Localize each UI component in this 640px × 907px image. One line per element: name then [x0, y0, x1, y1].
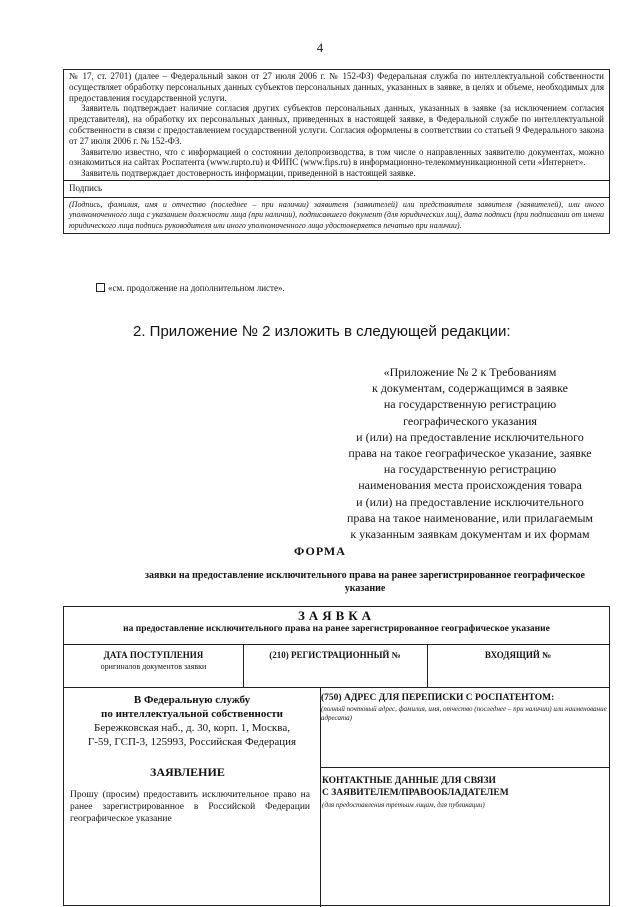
contacts-line-2: С ЗАЯВИТЕЛЕМ/ПРАВООБЛАДАТЕЛЕМ — [322, 788, 509, 798]
appendix-line: и (или) на предоставление исключительного — [356, 494, 584, 509]
consent-paragraph-4: Заявитель подтверждает достоверность информации, приведенной в настоящей заявке. — [81, 168, 416, 179]
recipient-line-2: по интеллектуальной собственности — [100, 708, 284, 720]
consent-table — [63, 69, 610, 234]
contacts-note: (для предоставления третьим лицам, для публикации) — [322, 801, 485, 809]
appendix-line: наименования места происхождения товара — [358, 478, 582, 493]
consent-text — [64, 70, 609, 180]
page-number: 4 — [316, 40, 324, 55]
contacts-line-1: КОНТАКТНЫЕ ДАННЫЕ ДЛЯ СВЯЗИ — [322, 776, 496, 786]
signature-note: (Подпись, фамилия, имя и отчество (последнее – при наличии) заявителя (заявителей) или представителя заявителя (заявителей), или иного уполномоченного лица с указанием должности лица (при наличии), подписавшего документ (для юридических лиц), дата подписи (при подписании от имени юридического лица подпись руководителя или иного уполномоченного лица удостоверяется печатью при наличии). — [64, 197, 609, 234]
amendment-heading: 2. Приложение № 2 изложить в следующей редакции: — [133, 323, 511, 340]
receipt-date-sublabel: оригиналов документов заявки — [100, 662, 207, 671]
incoming-number-label: ВХОДЯЩИЙ № — [484, 650, 552, 660]
receipt-date-label: ДАТА ПОСТУПЛЕНИЯ — [103, 650, 204, 660]
appendix-line: и (или) на предоставление исключительного — [356, 429, 584, 444]
continuation-note — [96, 283, 285, 293]
request-text: Прошу (просим) предоставить исключительное право на ранее зарегистрированное в Российской Федерации географическое указание — [70, 790, 310, 824]
form-title: ЗАЯВКА — [297, 608, 376, 623]
divider — [320, 767, 609, 768]
statement-title: ЗАЯВЛЕНИЕ — [150, 765, 225, 779]
divider — [64, 687, 609, 688]
address-note: (полный почтовый адрес, фамилия, имя, отчество (последнее – при наличии) или наименование адресата) — [321, 705, 607, 722]
form-subheading: заявки на предоставление исключительного права на ранее зарегистрированное географическое указание — [145, 570, 585, 594]
appendix-line: к документам, содержащимся в заявке — [372, 381, 568, 396]
appendix-line: «Приложение № 2 к Требованиям — [383, 365, 557, 379]
application-form — [63, 606, 610, 906]
appendix-line: географического указания — [403, 413, 537, 428]
consent-paragraph-2: Заявитель подтверждает наличие согласия других субъектов персональных данных, указанных в заявке (за исключением согласия представителя), на обработку их персональных данных, приведенных в настоящей заявке, в Федеральной службе по интеллектуальной собственности в связи с предоставлением государственной услуги. Согласия оформлены в соответствии со статьей 9 Федерального закона от 27 июля 2006 г. № 152-ФЗ. — [69, 103, 604, 146]
recipient-address-1: Бережковская наб., д. 30, корп. 1, Москва, — [94, 722, 290, 734]
signature-label: Подпись — [64, 180, 609, 197]
appendix-header — [340, 364, 600, 542]
divider — [64, 644, 609, 645]
consent-paragraph-1: № 17, ст. 2701) (далее – Федеральный закон от 27 июля 2006 г. № 152-ФЗ) Федеральная служба по интеллектуальной собственности осуществляет обработку персональных данных субъектов персональных данных, указанных в заявке, в целях и объеме, необходимых для предоставления государственной услуги. — [69, 71, 604, 103]
recipient-block — [64, 693, 320, 749]
form-heading: ФОРМА — [294, 544, 346, 558]
appendix-line: к указанным заявкам документам и их формам — [350, 527, 590, 542]
correspondence-address — [320, 693, 609, 723]
consent-paragraph-3: Заявителю известно, что с информацией о состоянии делопроизводства, в том числе о направленных заявителю документах, можно ознакомиться на сайтах Роспатента (www.rupto.ru) и ФИПС (www.fips.ru) в информационно-телекоммуникационной сети «Интернет». — [69, 146, 604, 168]
form-subtitle: на предоставление исключительного права на ранее зарегистрированное географическое указание — [123, 624, 550, 634]
appendix-line: на государственную регистрацию — [383, 397, 557, 412]
appendix-line: права на такое географическое указание, заявке — [348, 446, 592, 461]
appendix-line: на государственную регистрацию — [383, 462, 557, 477]
recipient-line-1: В Федеральную службу — [133, 694, 251, 706]
registration-number-label: (210) РЕГИСТРАЦИОННЫЙ № — [269, 650, 401, 660]
contact-details — [322, 775, 608, 811]
recipient-address-2: Г-59, ГСП-3, 125993, Российская Федерация — [87, 736, 297, 748]
address-label: (750) АДРЕС ДЛЯ ПЕРЕПИСКИ С РОСПАТЕНТОМ: — [321, 693, 555, 703]
appendix-line: права на такое наименование, или прилагаемым — [346, 510, 594, 525]
checkbox-icon[interactable] — [96, 283, 105, 292]
continuation-text: «см. продолжение на дополнительном листе». — [108, 283, 285, 293]
